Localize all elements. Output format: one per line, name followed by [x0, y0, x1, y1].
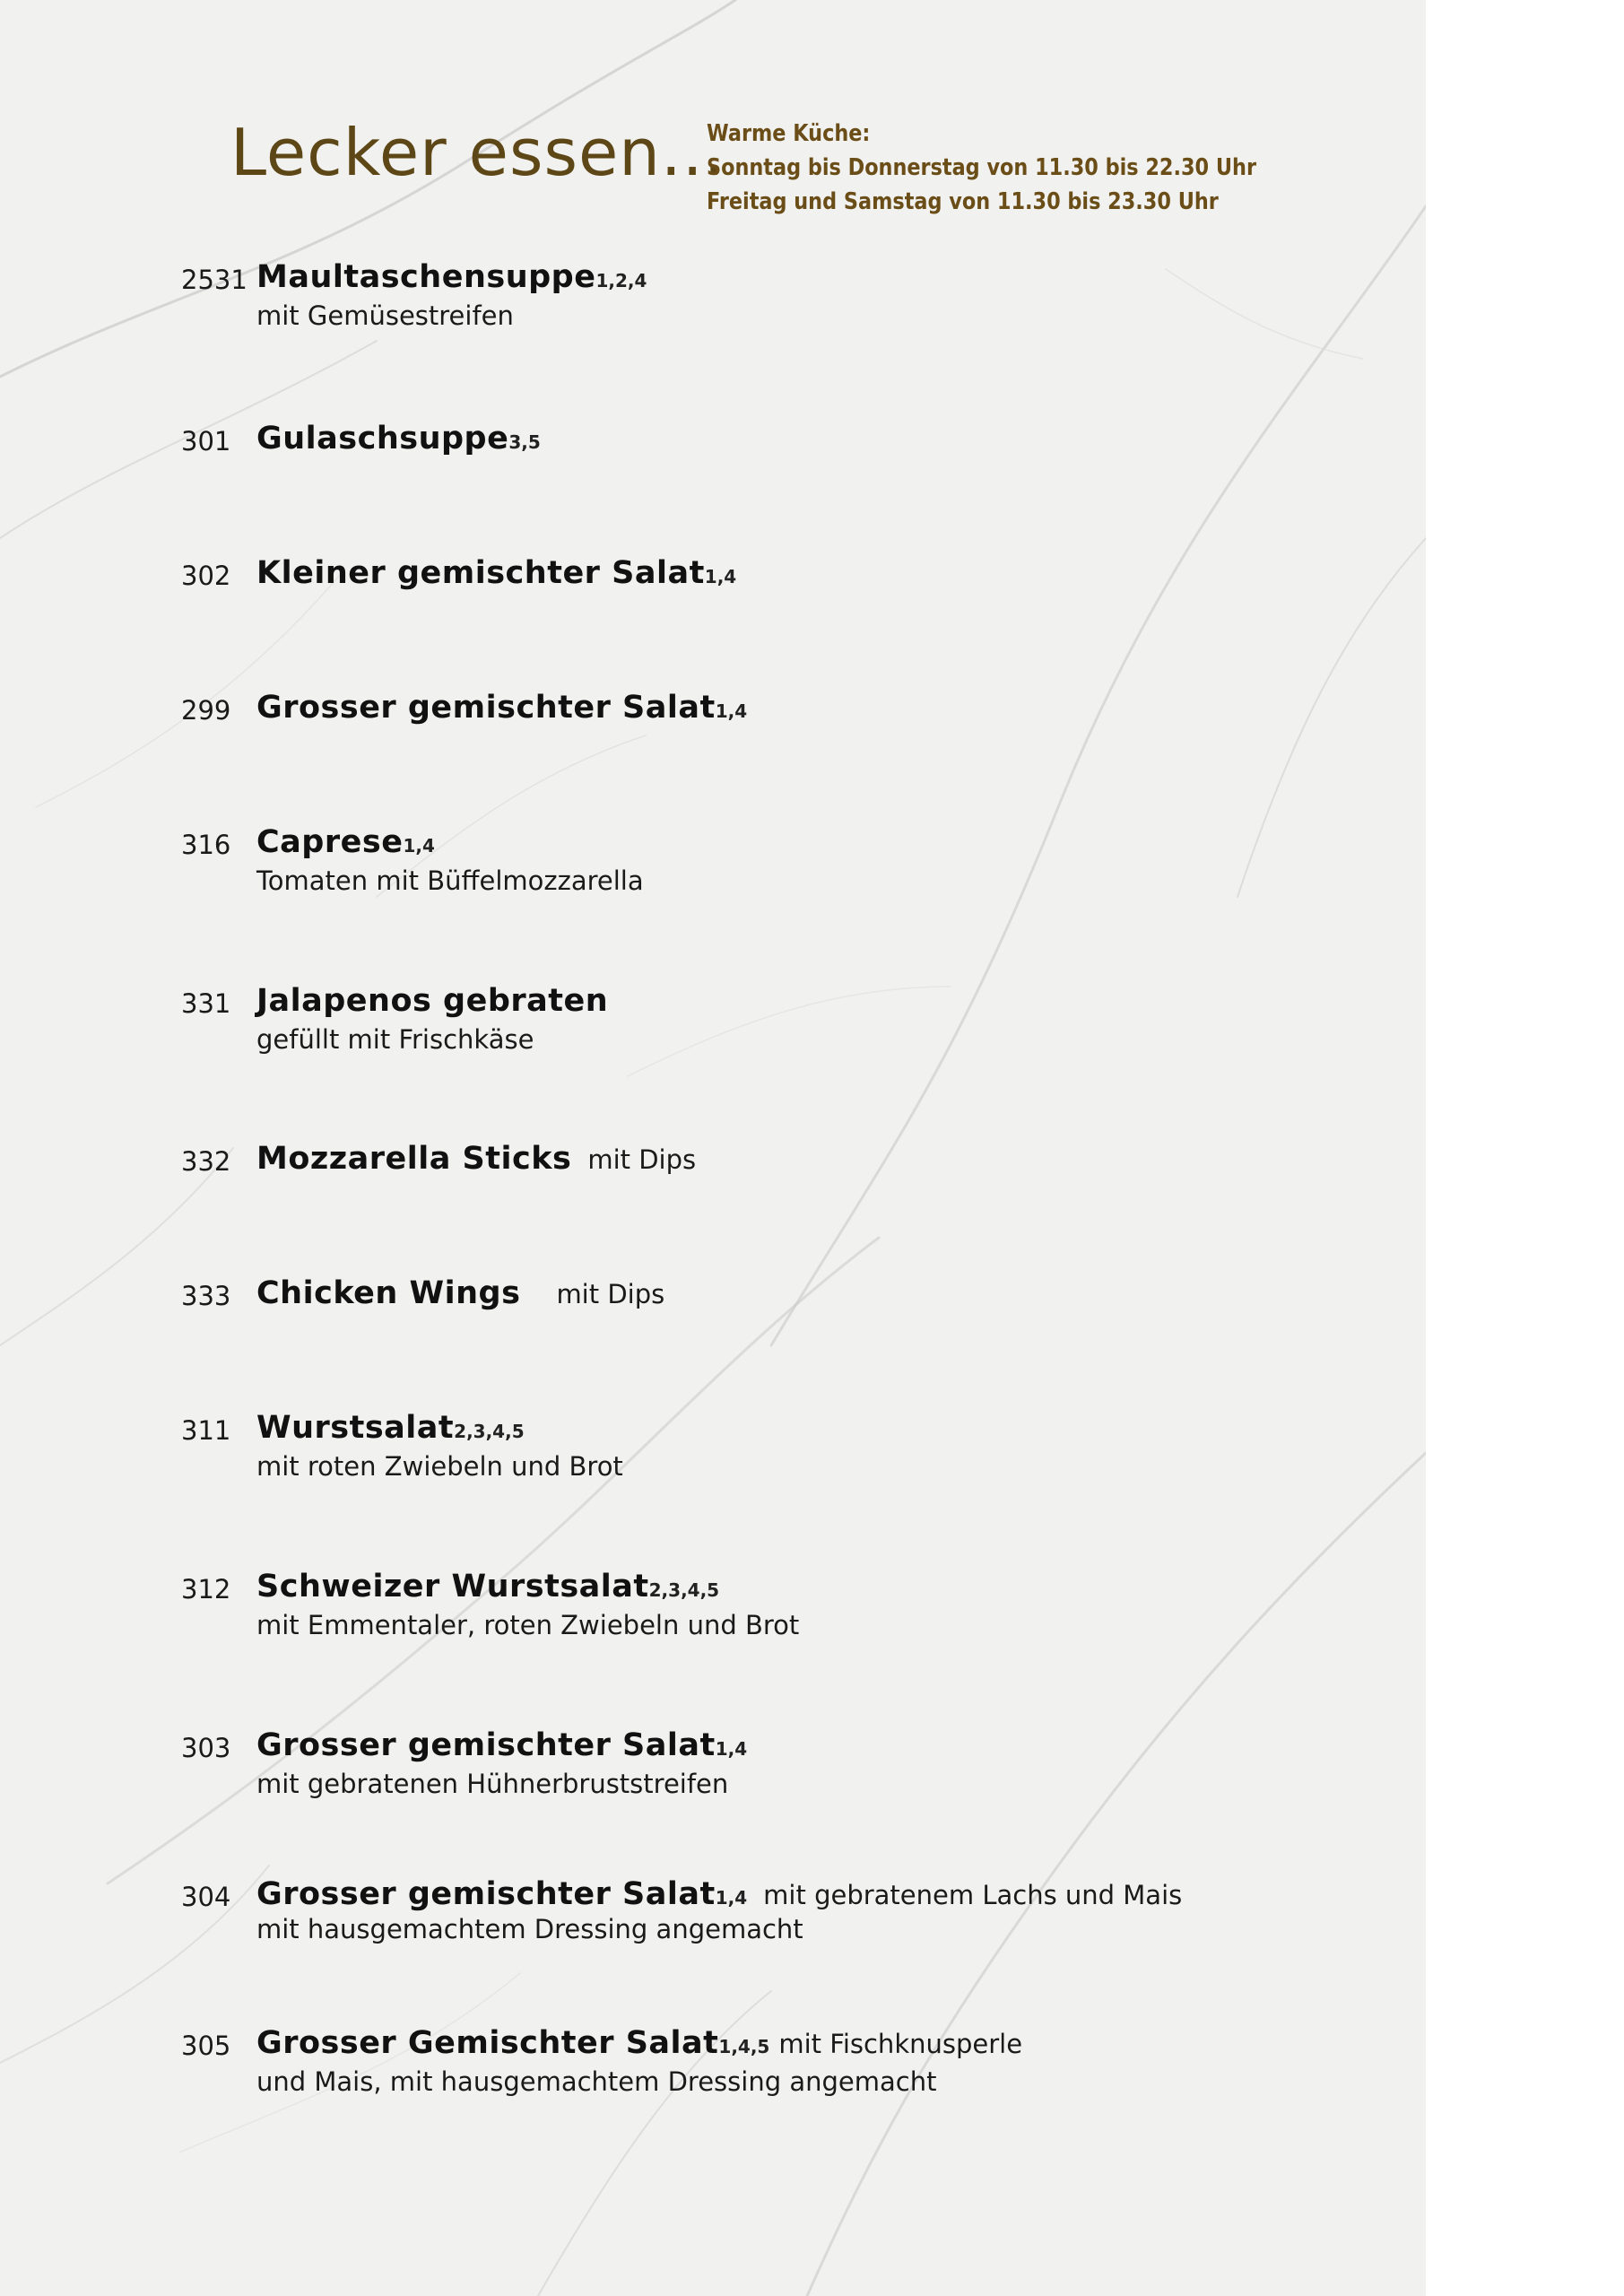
item-allergens: 1,2,4 [595, 270, 647, 291]
item-allergens: 1,4,5 [718, 2036, 770, 2057]
item-name: Grosser gemischter Salat [256, 690, 716, 726]
item-allergens: 1,4 [715, 700, 748, 722]
item-number: 311 [181, 1415, 231, 1446]
item-number: 302 [181, 561, 231, 591]
hours-weekdays: Sonntag bis Donnerstag von 11.30 bis 22.30 Uhr [707, 154, 1256, 181]
item-allergens: 1,4 [403, 835, 435, 857]
kitchen-hours [707, 117, 1256, 219]
item-allergens: 1,4 [715, 1738, 748, 1760]
item-number: 304 [181, 1882, 231, 1912]
item-number: 331 [181, 988, 231, 1019]
item-allergens: 2,3,4,5 [648, 1579, 720, 1601]
item-allergens: 1,4 [715, 1887, 748, 1909]
item-name: Gulaschsuppe [256, 421, 509, 457]
item-description: mit gebratenen Hühnerbruststreifen [256, 1769, 729, 1799]
item-allergens: 1,4 [704, 566, 737, 587]
item-number: 332 [181, 1146, 231, 1177]
item-number: 2531 [181, 265, 248, 295]
item-name: Kleiner gemischter Salat [256, 555, 705, 591]
item-description: mit hausgemachtem Dressing angemacht [256, 1914, 803, 1944]
item-number: 303 [181, 1733, 231, 1763]
item-name: Grosser gemischter Salat [256, 1876, 716, 1912]
item-inline-description: mit Dips [556, 1279, 665, 1309]
item-inline-description: mit Dips [587, 1144, 697, 1175]
item-name: Caprese [256, 824, 404, 860]
item-number: 299 [181, 695, 231, 726]
item-name: Chicken Wings [256, 1275, 521, 1311]
item-description: mit Emmentaler, roten Zwiebeln und Brot [256, 1610, 800, 1640]
item-description: und Mais, mit hausgemachtem Dressing angemacht [256, 2066, 937, 2097]
item-allergens: 3,5 [508, 431, 541, 453]
item-allergens: 2,3,4,5 [454, 1421, 525, 1442]
item-description: mit Gemüsestreifen [256, 300, 514, 331]
item-number: 301 [181, 426, 231, 457]
item-number: 312 [181, 1574, 231, 1605]
item-name: Jalapenos gebraten [256, 983, 609, 1019]
item-name: Grosser Gemischter Salat [256, 2025, 719, 2061]
item-name: Wurstsalat [256, 1410, 455, 1446]
item-name: Schweizer Wurstsalat [256, 1569, 649, 1605]
item-number: 333 [181, 1281, 231, 1311]
item-inline-description: mit gebratenem Lachs und Mais [763, 1880, 1183, 1910]
item-number: 316 [181, 830, 231, 860]
item-description: Tomaten mit Büffelmozzarella [256, 865, 644, 896]
item-name: Mozzarella Sticks [256, 1141, 572, 1177]
page-title: Lecker essen... [230, 115, 725, 190]
hours-heading: Warme Küche: [707, 120, 871, 147]
item-inline-description: mit Fischknusperle [778, 2029, 1023, 2059]
item-number: 305 [181, 2031, 231, 2061]
item-description: gefüllt mit Frischkäse [256, 1024, 534, 1055]
item-description: mit roten Zwiebeln und Brot [256, 1451, 623, 1482]
hours-weekend: Freitag und Samstag von 11.30 bis 23.30 Uhr [707, 188, 1219, 215]
item-name: Maultaschensuppe [256, 259, 596, 295]
item-name: Grosser gemischter Salat [256, 1727, 716, 1763]
